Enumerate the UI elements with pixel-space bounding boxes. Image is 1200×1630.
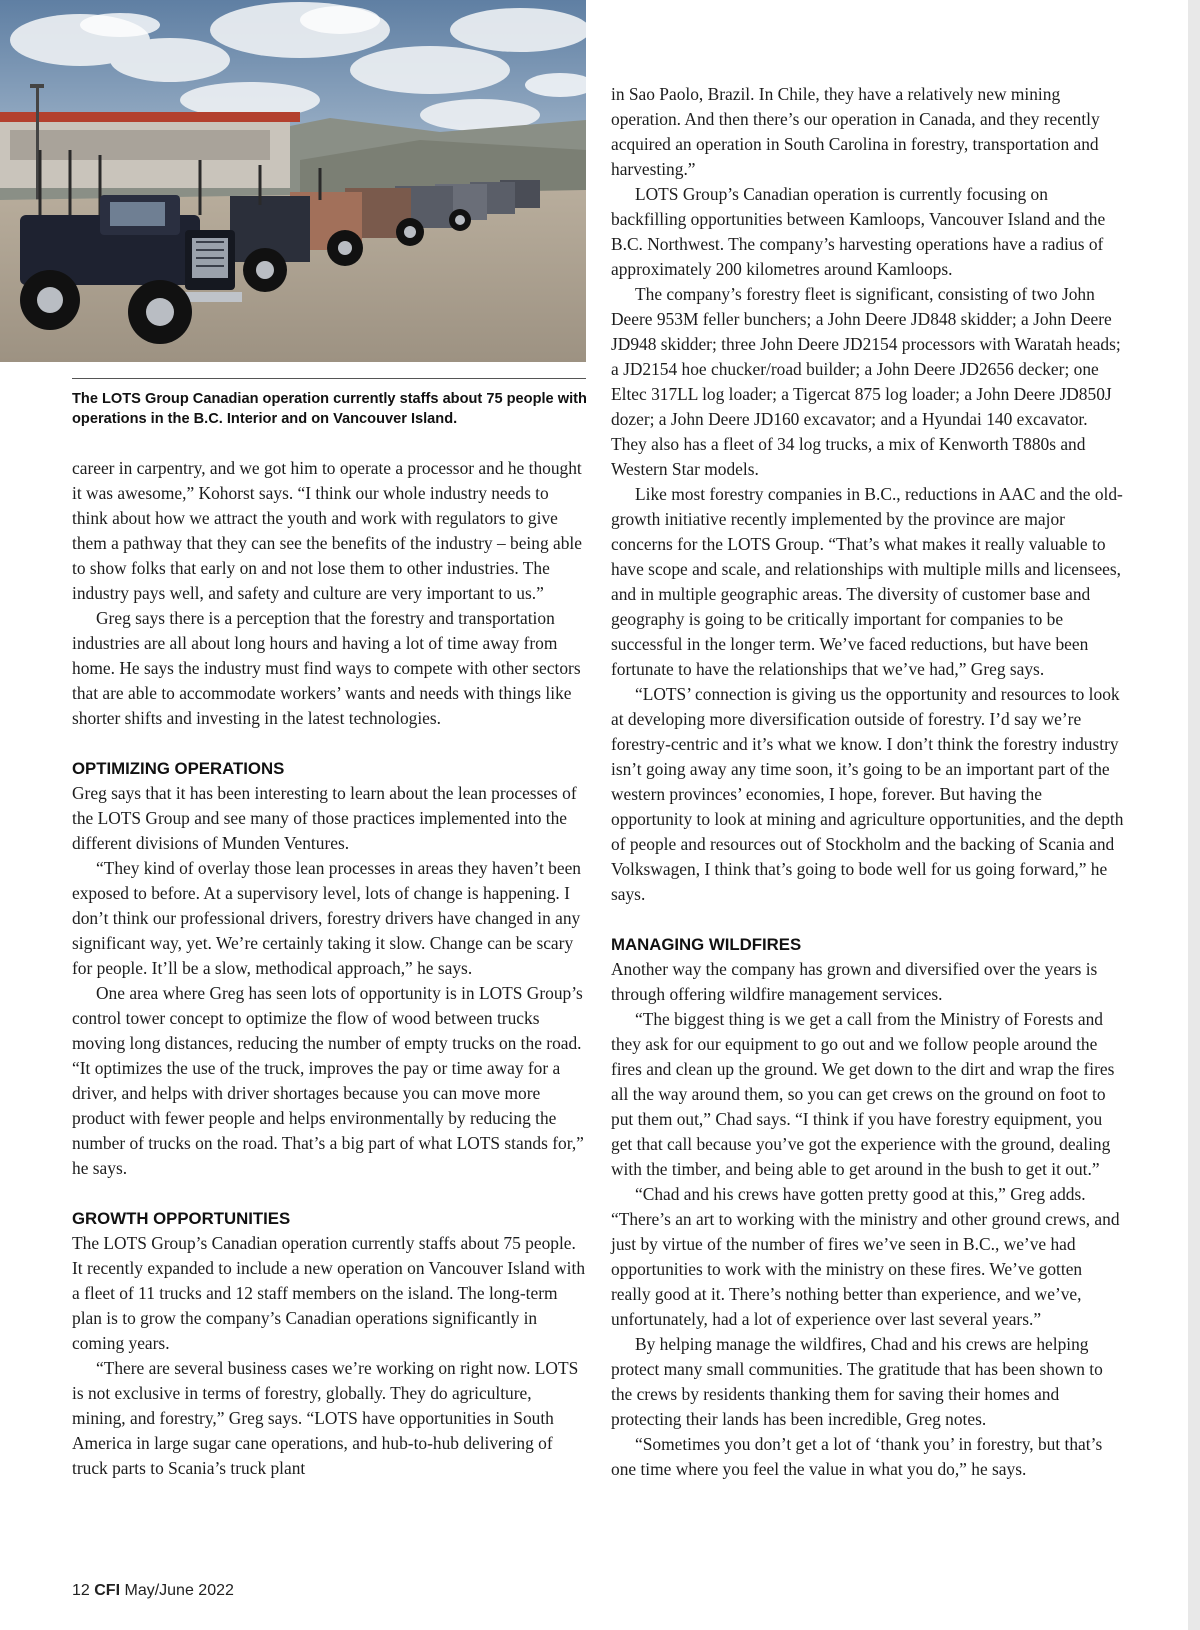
paragraph: Like most forestry companies in B.C., reductions in AAC and the old-growth initiative recently implemented by the province are major concerns for the LOTS Group. “That’s what makes it really valuable to have scope and scale, and relationships with multiple mills and licensees, and in multiple geographic areas. The diversity of customer base and geography is going to be critically important for companies to be successful in the longer term. We’ve faced reductions, but have been fortunate to have the relationships that we’ve had,” Greg says.: [611, 484, 1123, 679]
section-heading-growth: GROWTH OPPORTUNITIES: [72, 1209, 291, 1228]
left-column: [72, 456, 588, 1481]
caption-divider: [72, 378, 586, 379]
paragraph: “LOTS’ connection is giving us the opportunity and resources to look at developing more diversification outside of forestry. I’d say we’re forestry-centric and it’s what we know. I don’t think the forestry industry isn’t going away any time soon, it’s going to be an important part of the western provinces’ economies, I hope, forever. But having the opportunity to look at mining and agriculture opportunities, and the depth of people and resources out of Stockholm and the backing of Scania and Volkswagen, I think that’s going to bode well for us going forward,” he says.: [611, 684, 1124, 904]
logging-trucks-photo: [0, 0, 586, 362]
paragraph: “There are several business cases we’re working on right now. LOTS is not exclusive in terms of forestry, globally. They do agriculture, mining, and forestry,” Greg says. “LOTS have opportunities in South America in large sugar cane operations, and hub-to-hub delivering of truck parts to Scania’s truck plant: [72, 1358, 579, 1478]
paragraph: Greg says that it has been interesting to learn about the lean processes of the LOTS Group and see many of those practices implemented into the different divisions of Munden Ventures.: [72, 783, 577, 853]
paragraph: “Chad and his crews have gotten pretty good at this,” Greg adds. “There’s an art to working with the ministry and other ground crews, and just by virtue of the number of fires we’ve seen in B.C., we’ve had opportunities to work with the ministry on these fires. We’ve gotten really good at it. There’s nothing better than experience, and we’ve, unfortunately, had a lot of experience over last several years.”: [611, 1184, 1120, 1329]
paragraph: in Sao Paolo, Brazil. In Chile, they have a relatively new mining operation. And then there’s our operation in Canada, and they recently acquired an operation in South Carolina in forestry, transportation and harvesting.”: [611, 84, 1100, 179]
paragraph: “The biggest thing is we get a call from the Ministry of Forests and they ask for our equipment to go out and we follow people around the fires and clean up the ground. We get down to the dirt and wrap the fires all the way around them, so you can get crews on the ground on foot to put them out,” Chad says. “I think if you have forestry equipment, you get that call because you’ve got the experience with the ground, dealing with the timber, and being able to get around in the bush to get it out.”: [611, 1009, 1115, 1179]
paragraph: “Sometimes you don’t get a lot of ‘thank you’ in forestry, but that’s one time where you feel the value in what you do,” he says.: [611, 1434, 1103, 1479]
magazine-brand: CFI: [94, 1582, 121, 1599]
paragraph: By helping manage the wildfires, Chad and his crews are helping protect many small communities. The gratitude that has been shown to the crews by residents thanking them for saving their homes and protecting their lands has been incredible, Greg notes.: [611, 1334, 1103, 1429]
paragraph: One area where Greg has seen lots of opportunity is in LOTS Group’s control tower concept to optimize the flow of wood between trucks moving long distances, reducing the number of empty trucks on the road. “It optimizes the use of the truck, improves the pay or time away for a driver, and helps with driver shortages because you can move more product with fewer people and helps environmentally by reducing the number of trucks on the road. That’s a big part of what LOTS stands for,” he says.: [72, 983, 584, 1178]
paragraph: LOTS Group’s Canadian operation is currently focusing on backfilling opportunities between Kamloops, Vancouver Island and the B.C. Northwest. The company’s harvesting operations have a radius of approximately 200 kilometres around Kamloops.: [611, 184, 1106, 279]
paragraph: career in carpentry, and we got him to operate a processor and he thought it was awesome,” Kohorst says. “I think our whole industry needs to think about how we attract the youth and work with regulators to give them a pathway that they can see the benefits of the industry – being able to show folks that early on and not lose them to other industries. The industry pays well, and safety and culture are very important to us.”: [72, 458, 582, 603]
issue-date: May/June 2022: [124, 1582, 234, 1599]
section-heading-optimizing: OPTIMIZING OPERATIONS: [72, 759, 285, 778]
right-column: [611, 82, 1124, 1482]
photo-caption: The LOTS Group Canadian operation currently staffs about 75 people with operations in the B.C. Interior and on Vancouver Island.: [72, 391, 587, 427]
page-number: 12: [72, 1582, 90, 1599]
page-edge: [1188, 0, 1200, 1630]
page-footer: [72, 1582, 234, 1600]
paragraph: Another way the company has grown and diversified over the years is through offering wildfire management services.: [611, 959, 1098, 1004]
paragraph: Greg says there is a perception that the forestry and transportation industries are all about long hours and having a lot of time away from home. He says the industry must find ways to compete with other sectors that are able to accommodate workers’ wants and needs with things like shorter shifts and investing in the latest technologies.: [72, 608, 581, 728]
paragraph: The company’s forestry fleet is significant, consisting of two John Deere 953M feller bunchers; a John Deere JD848 skidder; a John Deere JD948 skidder; three John Deere JD2154 processors with Waratah heads; a JD2154 hoe chucker/road builder; a John Deere JD2656 decker; one Eltec 317LL log loader; a Tigercat 875 log loader; a John Deere JD850J dozer; a John Deere JD160 excavator; and a Hyundai 140 excavator. They also has a fleet of 34 log trucks, a mix of Kenworth T880s and Western Star models.: [611, 284, 1121, 479]
paragraph: “They kind of overlay those lean processes in areas they haven’t been exposed to before. At a supervisory level, lots of change is happening. I don’t think our professional drivers, forestry drivers have changed in any significant way, yet. We’re certainly taking it slow. Change can be scary for people. It’ll be a slow, methodical approach,” he says.: [72, 858, 581, 978]
section-heading-wildfires: MANAGING WILDFIRES: [611, 935, 802, 954]
paragraph: The LOTS Group’s Canadian operation currently staffs about 75 people. It recently expanded to include a new operation on Vancouver Island with a fleet of 11 trucks and 12 staff members on the island. The long-term plan is to grow the company’s Canadian operations significantly in coming years.: [72, 1233, 586, 1353]
